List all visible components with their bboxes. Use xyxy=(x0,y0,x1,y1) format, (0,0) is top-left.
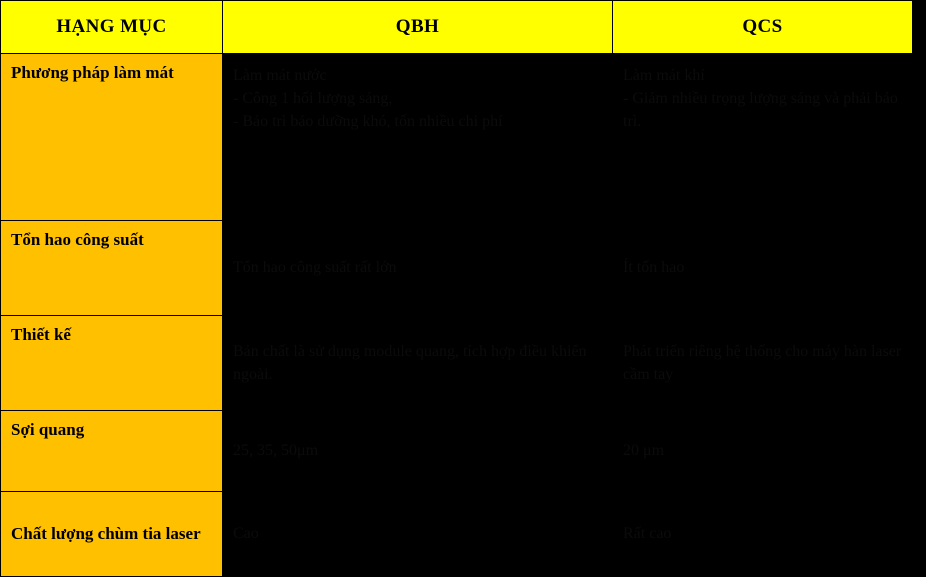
row-label-design: Thiết kế xyxy=(1,316,223,411)
row-label-cooling-method: Phương pháp làm mát xyxy=(1,54,223,221)
row-qbh-optical-fiber xyxy=(223,411,613,492)
cell-line: - Công 1 hối lượng sáng, xyxy=(233,90,393,108)
row-qbh-cooling-method xyxy=(223,54,613,221)
cell-line: Tổn hao công suất rất lớn xyxy=(233,259,397,277)
row-qcs-power-loss xyxy=(613,221,913,316)
row-qbh-design xyxy=(223,316,613,411)
cell-line: Cao xyxy=(233,525,259,543)
cell-line: Làm mát nước xyxy=(233,67,327,84)
cell-line: Phát triển riêng hệ thống cho máy hàn laser cầm tay xyxy=(623,342,906,383)
row-qcs-design xyxy=(613,316,913,411)
cell-line: 20 μm xyxy=(623,442,665,460)
cell-line: - Bảo trì bảo dưỡng khó, tốn nhiều chi phí xyxy=(233,113,503,131)
table-row xyxy=(1,411,913,492)
table-header-row xyxy=(1,1,913,54)
cell-line: Làm mát khí xyxy=(623,67,705,84)
cell-line: - Giảm nhiều trọng lượng sáng và phải bảo trì. xyxy=(623,90,902,131)
row-qcs-cooling-method xyxy=(613,54,913,221)
row-qcs-optical-fiber xyxy=(613,411,913,492)
cell-line: Rất cao xyxy=(623,525,672,543)
row-qbh-beam-quality xyxy=(223,492,613,577)
table-row xyxy=(1,54,913,221)
cell-line: Ít tốn hao xyxy=(623,259,685,277)
row-qbh-power-loss xyxy=(223,221,613,316)
cell-line: Bản chất là sử dụng module quang, tích hợp điều khiển ngoài. xyxy=(233,342,591,383)
row-label-power-loss: Tổn hao công suất xyxy=(1,221,223,316)
row-qcs-beam-quality xyxy=(613,492,913,577)
table-row xyxy=(1,492,913,577)
table-header-cell-qcs: QCS xyxy=(613,1,913,54)
cell-line: 25, 35, 50μm xyxy=(233,442,319,460)
row-label-beam-quality: Chất lượng chùm tia laser xyxy=(1,492,223,577)
table-row xyxy=(1,221,913,316)
table-header-cell-qbh: QBH xyxy=(223,1,613,54)
table-header-cell-category: HẠNG MỤC xyxy=(1,1,223,54)
table-row xyxy=(1,316,913,411)
row-label-optical-fiber: Sợi quang xyxy=(1,411,223,492)
